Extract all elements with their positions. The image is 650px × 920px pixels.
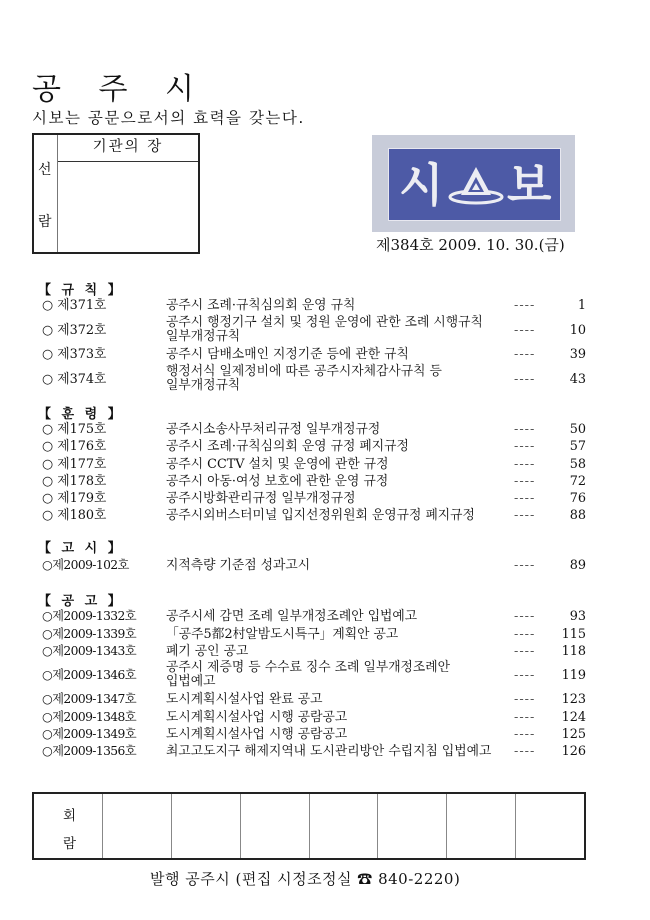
- toc-row[interactable]: [42, 346, 592, 363]
- toc-title-line1: 공주시 행정기구 설치 및 정원 운영에 관한 조례 시행규칙: [166, 315, 483, 330]
- toc-leader: ----: [514, 508, 536, 523]
- toc-title: 도시계획시설사업 시행 공람공고: [166, 727, 348, 742]
- toc-row[interactable]: [42, 297, 592, 314]
- toc-leader: ----: [514, 668, 536, 683]
- toc-row[interactable]: [42, 421, 592, 438]
- toc-page: 125: [561, 727, 586, 742]
- review-head: 기관의 장: [58, 135, 198, 162]
- circulation-label-bottom: 람: [63, 836, 77, 852]
- toc-row[interactable]: [42, 364, 592, 394]
- toc-number: ○제2009-1343호: [42, 644, 137, 658]
- toc-title: 공주시 CCTV 설치 및 운영에 관한 규정: [166, 457, 389, 472]
- toc-title: 지적측량 기준점 성과고시: [166, 558, 311, 573]
- toc-row[interactable]: [42, 643, 592, 660]
- toc-title: [166, 365, 442, 392]
- circulation-signature-cell[interactable]: [240, 794, 309, 858]
- toc-page: 88: [569, 508, 586, 523]
- issue-number-date: 제384호 2009. 10. 30.(금): [376, 236, 565, 254]
- toc-page: 124: [561, 710, 586, 725]
- toc-title: 도시계획시설사업 완료 공고: [166, 692, 323, 707]
- toc-page: 76: [569, 491, 586, 506]
- toc-leader: ----: [514, 323, 536, 338]
- toc-row[interactable]: [42, 691, 592, 708]
- toc-title: 최고고도지구 해제지역내 도시관리방안 수립지침 입법예고: [166, 744, 492, 759]
- circulation-signature-cell[interactable]: [102, 794, 171, 858]
- toc-row[interactable]: [42, 315, 592, 345]
- toc-leader: ----: [514, 298, 536, 313]
- toc-row[interactable]: [42, 557, 592, 574]
- mountain-ripple-icon: [447, 159, 505, 209]
- toc-number: ○제2009-1347호: [42, 692, 137, 706]
- toc-row[interactable]: [42, 626, 592, 643]
- circulation-signature-cell[interactable]: [515, 794, 584, 858]
- toc-title: 공주시 조례·규칙심의회 운영 규칙: [166, 298, 356, 313]
- circulation-signature-cell[interactable]: [309, 794, 378, 858]
- document-subtitle: 시보는 공문으로서의 효력을 갖는다.: [32, 109, 305, 127]
- circulation-signature-cell[interactable]: [446, 794, 515, 858]
- toc-number: ○ 제179호: [42, 491, 107, 506]
- toc-page: 58: [569, 457, 586, 472]
- toc-number: ○ 제373호: [42, 347, 107, 362]
- toc-page: 43: [569, 372, 586, 387]
- toc-number: ○제2009-1339호: [42, 627, 137, 641]
- toc-leader: ----: [514, 372, 536, 387]
- circulation-signature-cell[interactable]: [377, 794, 446, 858]
- circulation-label-cell: [34, 794, 102, 858]
- toc-title: 폐기 공인 공고: [166, 644, 249, 659]
- toc-title: 공주시 아동·여성 보호에 관한 운영 규정: [166, 474, 389, 489]
- publisher-footer: 발행 공주시 (편집 시정조정실 ☎ 840-2220): [150, 870, 461, 888]
- toc-number: ○ 제374호: [42, 372, 107, 387]
- circulation-signature-cell[interactable]: [171, 794, 240, 858]
- toc-leader: ----: [514, 744, 536, 759]
- toc-title-line2: 입법예고: [166, 673, 216, 689]
- toc-title: [166, 661, 450, 688]
- toc-leader: ----: [514, 422, 536, 437]
- toc-number: ○ 제178호: [42, 474, 107, 489]
- toc-leader: ----: [514, 439, 536, 454]
- review-box: [32, 133, 200, 254]
- toc-row[interactable]: [42, 456, 592, 473]
- toc-leader: ----: [514, 627, 536, 642]
- toc-page: 126: [561, 744, 586, 759]
- toc-leader: ----: [514, 474, 536, 489]
- toc-leader: ----: [514, 727, 536, 742]
- toc-row[interactable]: [42, 726, 592, 743]
- section-label-rules: 【 규 칙 】: [38, 283, 124, 298]
- toc-number: ○ 제371호: [42, 298, 107, 313]
- toc-row[interactable]: [42, 709, 592, 726]
- toc-leader: ----: [514, 558, 536, 573]
- toc-row[interactable]: [42, 438, 592, 455]
- toc-number: ○제2009-102호: [42, 558, 129, 572]
- toc-row[interactable]: [42, 507, 592, 524]
- toc-number: ○ 제175호: [42, 422, 107, 437]
- toc-title: 공주시방화관리규정 일부개정규정: [166, 491, 356, 506]
- toc-page: 118: [561, 644, 586, 659]
- toc-title: 「공주5都2村알밤도시특구」계획안 공고: [166, 627, 399, 642]
- toc-title-line2: 일부개정규칙: [166, 377, 241, 393]
- toc-title: 공주시세 감면 조례 일부개정조례안 입법예고: [166, 609, 418, 624]
- toc-title: 공주시 담배소매인 지정기준 등에 관한 규칙: [166, 347, 409, 362]
- toc-title: 공주시 조례·규칙심의회 운영 규정 폐지규정: [166, 439, 409, 454]
- toc-leader: ----: [514, 710, 536, 725]
- toc-page: 123: [561, 692, 586, 707]
- sibo-logo: [372, 135, 575, 232]
- toc-number: ○제2009-1346호: [42, 668, 137, 682]
- review-label-top: 선: [38, 162, 52, 178]
- toc-row[interactable]: [42, 473, 592, 490]
- toc-leader: ----: [514, 491, 536, 506]
- circulation-label-top: 회: [63, 808, 77, 824]
- toc-row[interactable]: [42, 608, 592, 625]
- toc-row[interactable]: [42, 743, 592, 760]
- toc-leader: ----: [514, 457, 536, 472]
- toc-leader: ----: [514, 347, 536, 362]
- toc-page: 72: [569, 474, 586, 489]
- review-side-column: [34, 135, 58, 252]
- toc-number: ○제2009-1356호: [42, 744, 137, 758]
- circulation-box: [32, 792, 586, 860]
- logo-char-bo: 보: [507, 158, 552, 212]
- toc-number: ○제2009-1349호: [42, 727, 137, 741]
- toc-page: 119: [561, 668, 586, 683]
- toc-leader: ----: [514, 644, 536, 659]
- toc-page: 39: [569, 347, 586, 362]
- toc-page: 50: [569, 422, 586, 437]
- section-label-announcements: 【 공 고 】: [38, 594, 124, 609]
- toc-number: ○ 제177호: [42, 457, 107, 472]
- toc-title: 공주시소송사무처리규정 일부개정규정: [166, 422, 381, 437]
- section-label-notices: 【 고 시 】: [38, 541, 124, 556]
- toc-leader: ----: [514, 692, 536, 707]
- toc-title-line1: 행정서식 일제정비에 따른 공주시자체감사규칙 등: [166, 364, 442, 379]
- toc-number: ○ 제176호: [42, 439, 107, 454]
- toc-page: 89: [569, 558, 586, 573]
- toc-title-line2: 일부개정규칙: [166, 328, 241, 344]
- logo-char-si: 시: [399, 158, 444, 212]
- review-label-bottom: 람: [38, 214, 52, 230]
- toc-title: [166, 316, 483, 343]
- section-label-directives: 【 훈 령 】: [38, 407, 124, 422]
- document-title: 공 주 시: [32, 72, 209, 107]
- toc-title: 도시계획시설사업 시행 공람공고: [166, 710, 348, 725]
- toc-page: 93: [569, 609, 586, 624]
- toc-leader: ----: [514, 609, 536, 624]
- toc-page: 57: [569, 439, 586, 454]
- toc-number: ○제2009-1348호: [42, 710, 137, 724]
- toc-page: 10: [569, 323, 586, 338]
- toc-row[interactable]: [42, 660, 592, 690]
- toc-number: ○ 제180호: [42, 508, 107, 523]
- toc-page: 1: [577, 298, 586, 313]
- toc-row[interactable]: [42, 490, 592, 507]
- sibo-logo-panel: [388, 148, 561, 221]
- toc-title: 공주시외버스터미널 입지선정위원회 운영규정 폐지규정: [166, 508, 475, 523]
- toc-number: ○ 제372호: [42, 323, 107, 338]
- toc-number: ○제2009-1332호: [42, 609, 137, 623]
- toc-title-line1: 공주시 제증명 등 수수료 징수 조례 일부개정조례안: [166, 660, 451, 675]
- toc-page: 115: [561, 627, 586, 642]
